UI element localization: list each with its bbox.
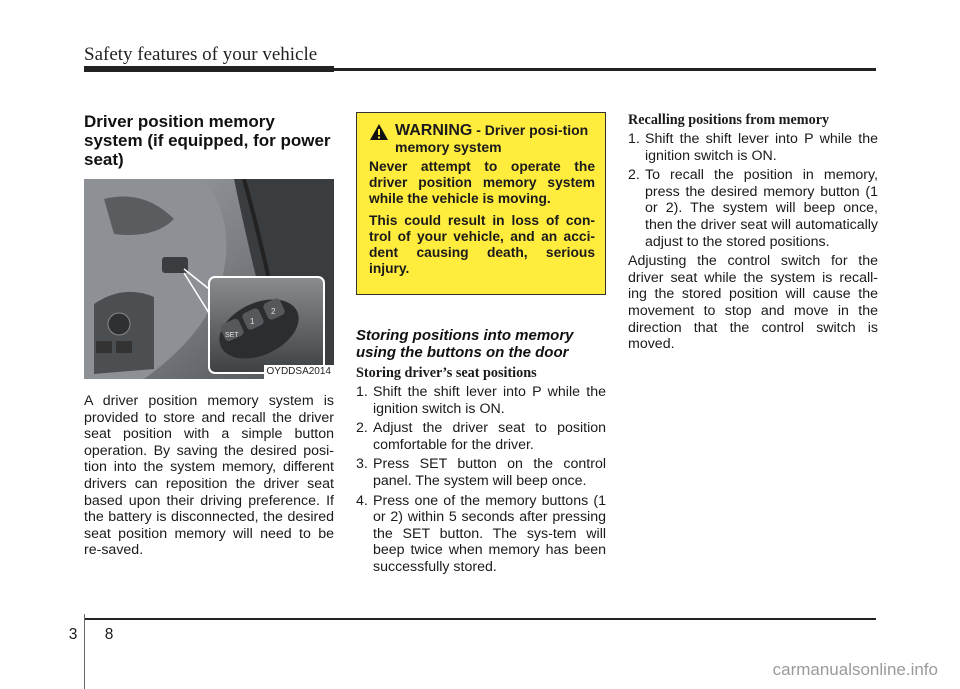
list-item: 3. Press SET button on the control panel. The system will beep once. (356, 456, 606, 489)
warning-label: WARNING (395, 122, 473, 139)
section-heading: Driver position memory system (if equipped, for power seat) (84, 112, 331, 169)
storing-steps (356, 384, 606, 576)
page-header-title: Safety features of your vehicle (84, 44, 318, 65)
set-button-label: SET (225, 332, 239, 339)
door-panel-illustration (84, 179, 334, 379)
door-memory-buttons-photo (84, 179, 334, 379)
storing-subheading: Storing driver’s seat positions (356, 365, 537, 381)
list-item: 2. To recall the position in memory, press the desired memory button (1 or 2). The system will beep once, then the driver seat will automatically adjust to the stored positions. (628, 167, 878, 250)
column-middle (356, 112, 606, 579)
storing-heading: Storing positions into memory using the buttons on the door (356, 327, 574, 361)
footer-rule (84, 618, 876, 620)
column-left (84, 112, 334, 559)
section-body: A driver position memory system is provided to store and recall the driver seat position with a simple button operation. By saving the desired posi-tion into the system memory, different drivers can reposition the driver seat based upon their driving preference. If the battery is disconnected, the desired seat position memory will need to be re-saved. (84, 393, 334, 559)
photo-caption: OYDDSA2014 (264, 365, 334, 379)
recalling-note: Adjusting the control switch for the driver seat while the system is recall-ing the stored position will cause the movement to stop and move in the direction that the control switch is moved. (628, 253, 878, 353)
warning-paragraph: This could result in loss of con-trol of your vehicle, and an acci-dent causing death, serious injury. (369, 213, 595, 276)
list-item: 2. Adjust the driver seat to position comfortable for the driver. (356, 420, 606, 453)
column-right (628, 112, 878, 353)
list-item: 1. Shift the shift lever into P while the ignition switch is ON. (356, 384, 606, 417)
warning-paragraph: Never attempt to operate the driver position memory system while the vehicle is moving. (369, 159, 595, 206)
warning-header (369, 122, 595, 156)
warning-subtitle: - Driver posi-tion memory system (395, 122, 589, 155)
page-number (66, 626, 116, 646)
list-item: 4. Press one of the memory buttons (1 or 2) within 5 seconds after pressing the SET button. The sys-tem will beep twice when memory has been successfully stored. (356, 492, 606, 575)
chapter-number: 3 (68, 626, 78, 643)
header-rule (84, 68, 876, 71)
list-item: 1. Shift the shift lever into P while the ignition switch is ON. (628, 131, 878, 164)
warning-box (356, 112, 606, 295)
page-number-value: 8 (104, 626, 114, 643)
memory-button-2-label: 2 (271, 307, 276, 316)
memory-button-1-label: 1 (250, 317, 255, 326)
watermark-text: carmanualsonline.info (772, 660, 938, 679)
warning-triangle-icon (369, 123, 389, 141)
recalling-steps (628, 131, 878, 250)
recalling-heading: Recalling positions from memory (628, 112, 830, 128)
